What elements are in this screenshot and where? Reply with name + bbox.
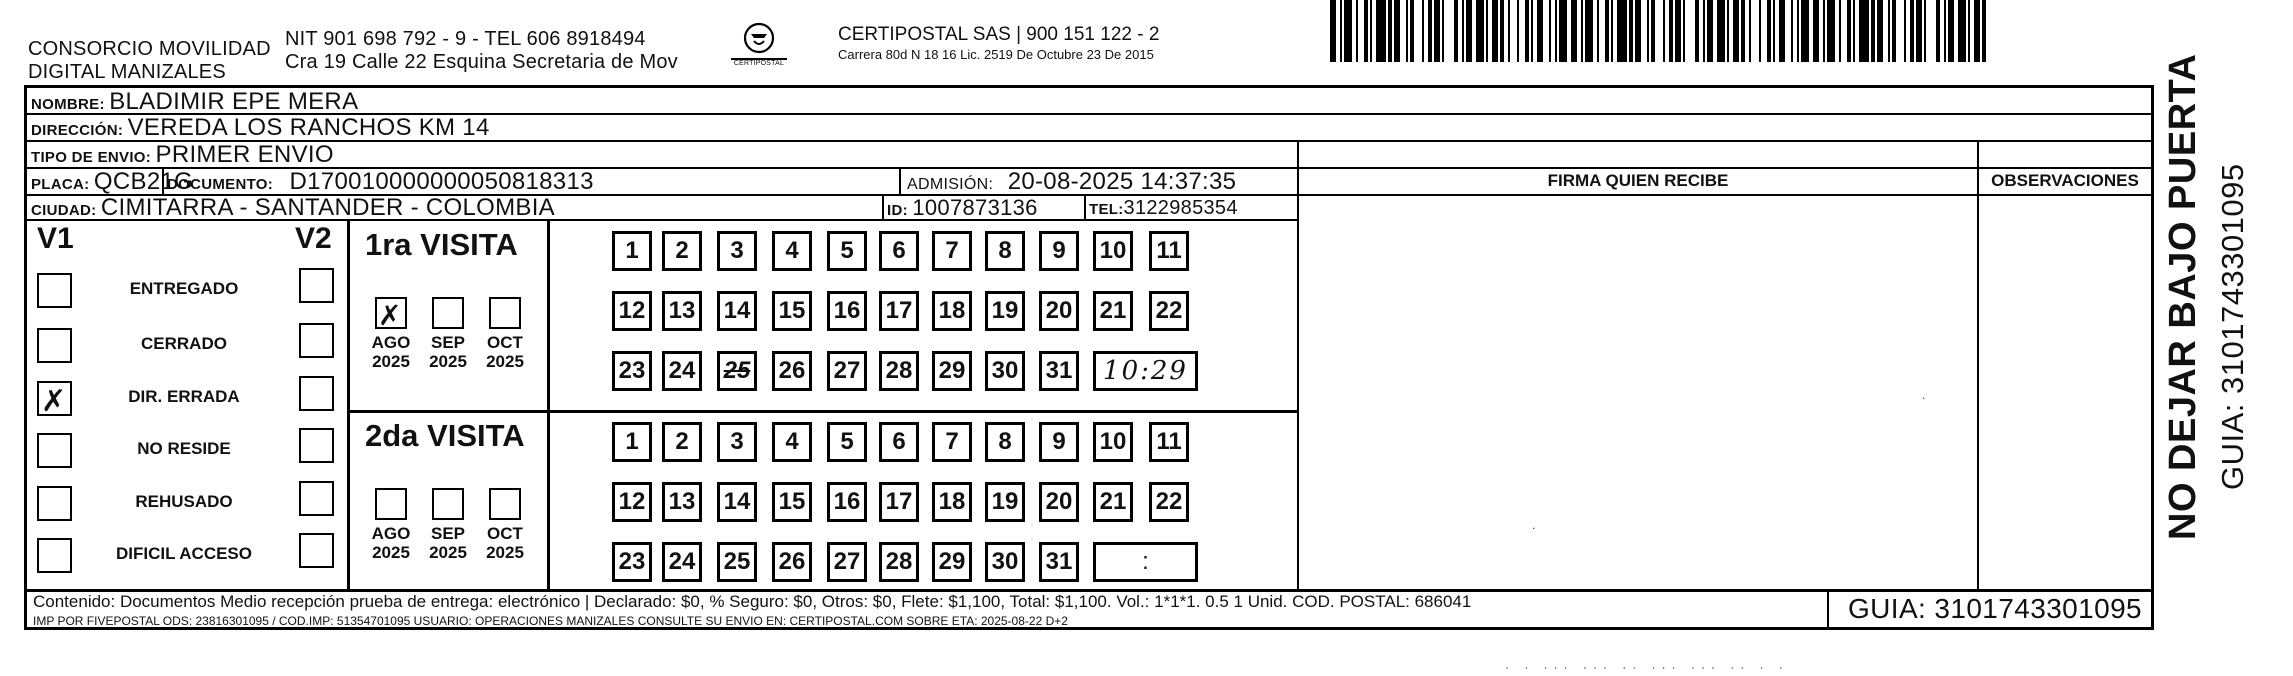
- day-box[interactable]: 7: [932, 231, 972, 271]
- day-box[interactable]: 26: [772, 351, 812, 391]
- month-name: SEP: [430, 333, 466, 352]
- scan-noise: · · ··· ··· ·· ··· ··· ·· · ·: [1505, 660, 1789, 674]
- day-box[interactable]: 14: [717, 482, 757, 522]
- day-box[interactable]: 23: [612, 351, 652, 391]
- month-label: [422, 524, 474, 562]
- day-box[interactable]: 17: [879, 482, 919, 522]
- month-year: 2025: [486, 352, 524, 371]
- status-label: CERRADO: [141, 334, 227, 353]
- v1-checkbox[interactable]: [37, 486, 72, 521]
- month-label: [422, 333, 474, 371]
- admision-label: ADMISIÓN:: [907, 176, 994, 193]
- placa-label: PLACA:: [31, 176, 90, 193]
- signature-mark: .: [1532, 518, 1539, 532]
- v2-checkbox[interactable]: [299, 268, 334, 303]
- id-label: ID:: [887, 202, 908, 219]
- certipostal-logo: [725, 20, 793, 72]
- side-warning-title: NO DEJAR BAJO PUERTA: [2162, 53, 2204, 540]
- month-checkbox[interactable]: [489, 488, 521, 520]
- company-name: [28, 38, 271, 84]
- day-box[interactable]: 5: [827, 422, 867, 462]
- check-mark-icon: ✗: [378, 299, 402, 332]
- ciudad-field: [31, 194, 555, 225]
- month-year: 2025: [429, 543, 467, 562]
- v1-checkbox[interactable]: [37, 538, 72, 573]
- v2-checkbox[interactable]: [299, 481, 334, 516]
- day-box[interactable]: 8: [985, 422, 1025, 462]
- day-box[interactable]: 14: [717, 291, 757, 331]
- ciudad-value: CIMITARRA - SANTANDER - COLOMBIA: [100, 194, 555, 221]
- time-box[interactable]: 10:29: [1093, 351, 1198, 391]
- direccion-value: VEREDA LOS RANCHOS KM 14: [127, 114, 490, 141]
- month-label: [365, 333, 417, 371]
- day-box[interactable]: 25: [717, 542, 757, 582]
- day-box[interactable]: 22: [1149, 291, 1189, 331]
- day-box[interactable]: 18: [932, 482, 972, 522]
- v2-label: V2: [295, 222, 332, 255]
- day-box[interactable]: 22: [1149, 482, 1189, 522]
- day-box[interactable]: 2: [662, 422, 702, 462]
- delivery-form: [24, 85, 2154, 630]
- day-box[interactable]: 4: [772, 422, 812, 462]
- firma-label: FIRMA QUIEN RECIBE: [1547, 171, 1729, 190]
- admision-value: 20-08-2025 14:37:35: [1007, 168, 1237, 195]
- day-box[interactable]: 4: [772, 231, 812, 271]
- day-box[interactable]: 10: [1093, 422, 1133, 462]
- month-checkbox[interactable]: [375, 297, 407, 332]
- signature-mark: .: [1922, 388, 1929, 402]
- day-box[interactable]: 26: [772, 542, 812, 582]
- day-box[interactable]: 10: [1093, 231, 1133, 271]
- guia-number: GUIA: 3101743301095: [1847, 593, 2143, 624]
- day-box[interactable]: 16: [827, 482, 867, 522]
- month-name: SEP: [430, 524, 466, 543]
- certipostal-line1: CERTIPOSTAL SAS | 900 151 122 - 2: [838, 24, 1160, 45]
- barcode: [1330, 0, 1990, 62]
- nombre-value: BLADIMIR EPE MERA: [109, 88, 359, 115]
- visit-title: 1ra VISITA: [365, 227, 518, 262]
- day-box[interactable]: 9: [1039, 422, 1079, 462]
- month-name: OCT: [487, 524, 523, 543]
- day-box[interactable]: 13: [662, 482, 702, 522]
- v2-checkbox[interactable]: [299, 323, 334, 358]
- day-box[interactable]: 11: [1149, 231, 1189, 271]
- month-year: 2025: [372, 352, 410, 371]
- day-box[interactable]: 8: [985, 231, 1025, 271]
- day-box[interactable]: 31: [1039, 351, 1079, 391]
- day-box[interactable]: 30: [985, 542, 1025, 582]
- certipostal-line2: Carrera 80d N 18 16 Lic. 2519 De Octubre 23 De 2015: [838, 47, 1154, 62]
- logo-text: CERTIPOSTAL: [733, 60, 785, 67]
- footer-print-info: IMP POR FIVEPOSTAL ODS: 23816301095 / COD.IMP: 51354701095 USUARIO: OPERACIONES MANIZALES CONSULTE SU ENVIO EN: CERTIPOSTAL.COM SOBRE ETA: 2025-08-22 D+2: [33, 614, 1068, 628]
- day-box[interactable]: 27: [827, 351, 867, 391]
- nit-line: NIT 901 698 792 - 9 - TEL 606 8918494: [285, 28, 646, 50]
- day-box[interactable]: 24: [662, 542, 702, 582]
- tel-value: 3122985354: [1123, 197, 1238, 219]
- month-checkbox[interactable]: [489, 297, 521, 329]
- side-guia-number: GUIA: 3101743301095: [2215, 163, 2250, 490]
- address-line: Cra 19 Calle 22 Esquina Secretaria de Mov: [285, 51, 678, 73]
- day-box[interactable]: 6: [879, 231, 919, 271]
- month-year: 2025: [429, 352, 467, 371]
- day-box[interactable]: 23: [612, 542, 652, 582]
- ciudad-label: CIUDAD:: [31, 202, 97, 219]
- month-name: AGO: [371, 524, 411, 543]
- check-mark-icon: ✗: [41, 384, 67, 419]
- month-label: [365, 524, 417, 562]
- day-box[interactable]: 13: [662, 291, 702, 331]
- direccion-label: DIRECCIÓN:: [31, 122, 124, 139]
- day-box[interactable]: 15: [772, 482, 812, 522]
- day-box[interactable]: 18: [932, 291, 972, 331]
- day-box[interactable]: 2: [662, 231, 702, 271]
- month-checkbox[interactable]: [432, 488, 464, 520]
- id-field: [887, 194, 1038, 225]
- day-box[interactable]: 15: [772, 291, 812, 331]
- day-box[interactable]: 30: [985, 351, 1025, 391]
- day-box[interactable]: 3: [717, 422, 757, 462]
- day-box[interactable]: 1: [612, 422, 652, 462]
- day-box[interactable]: 20: [1039, 482, 1079, 522]
- day-box[interactable]: 25: [717, 351, 757, 391]
- v1-checkbox[interactable]: [37, 433, 72, 468]
- status-label: REHUSADO: [135, 492, 233, 511]
- day-box[interactable]: 19: [985, 482, 1025, 522]
- day-box[interactable]: 21: [1093, 291, 1133, 331]
- tipo-envio-value: PRIMER ENVIO: [155, 141, 334, 168]
- company-name-line1: CONSORCIO MOVILIDAD: [28, 38, 271, 60]
- status-label: ENTREGADO: [129, 279, 239, 298]
- day-box[interactable]: 29: [932, 351, 972, 391]
- v1-checkbox[interactable]: [37, 328, 72, 363]
- time-box[interactable]: :: [1093, 542, 1198, 582]
- tel-label: TEL:: [1089, 201, 1124, 218]
- day-box[interactable]: 31: [1039, 542, 1079, 582]
- company-name-line2: DIGITAL MANIZALES: [28, 61, 226, 83]
- day-box[interactable]: 16: [827, 291, 867, 331]
- tipo-envio-label: TIPO DE ENVIO:: [31, 149, 152, 166]
- v2-checkbox[interactable]: [299, 533, 334, 568]
- certipostal-info: [838, 24, 1159, 63]
- documento-value: D170010000000050818313: [289, 168, 594, 195]
- v1-checkbox[interactable]: [37, 381, 72, 419]
- day-box[interactable]: 12: [612, 482, 652, 522]
- day-box[interactable]: 28: [879, 542, 919, 582]
- v2-checkbox[interactable]: [299, 376, 334, 411]
- nombre-label: NOMBRE:: [31, 96, 105, 113]
- day-box[interactable]: 12: [612, 291, 652, 331]
- month-name: OCT: [487, 333, 523, 352]
- day-box[interactable]: 24: [662, 351, 702, 391]
- documento-label: DOCUMENTO:: [167, 176, 274, 193]
- day-box[interactable]: 5: [827, 231, 867, 271]
- day-box[interactable]: 3: [717, 231, 757, 271]
- month-year: 2025: [486, 543, 524, 562]
- id-value: 1007873136: [912, 195, 1038, 220]
- day-box[interactable]: 1: [612, 231, 652, 271]
- day-box[interactable]: 17: [879, 291, 919, 331]
- month-year: 2025: [372, 543, 410, 562]
- company-contact: [285, 28, 678, 74]
- month-label: [479, 524, 531, 562]
- tel-field: [1089, 194, 1238, 224]
- month-checkbox[interactable]: [432, 297, 464, 329]
- v1-label: V1: [37, 222, 74, 255]
- status-label: NO RESIDE: [137, 439, 231, 458]
- day-box[interactable]: 27: [827, 542, 867, 582]
- month-checkbox[interactable]: [375, 488, 407, 520]
- day-box[interactable]: 29: [932, 542, 972, 582]
- day-box[interactable]: 7: [932, 422, 972, 462]
- day-box[interactable]: 9: [1039, 231, 1079, 271]
- month-name: AGO: [371, 333, 411, 352]
- footer-content: Contenido: Documentos Medio recepción prueba de entrega: electrónico | Declarado: $0, % Seguro: $0, Otros: $0, Flete: $1,100, Total: $1,100. Vol.: 1*1*1. 0.5 1 Unid. COD. POSTAL: 686041: [33, 592, 1472, 611]
- v1-checkbox[interactable]: [37, 273, 72, 308]
- day-box[interactable]: 11: [1149, 422, 1189, 462]
- day-box[interactable]: 19: [985, 291, 1025, 331]
- day-box[interactable]: 21: [1093, 482, 1133, 522]
- v2-checkbox[interactable]: [299, 428, 334, 463]
- visit-title: 2da VISITA: [365, 418, 525, 453]
- month-label: [479, 333, 531, 371]
- status-label: DIR. ERRADA: [128, 387, 240, 406]
- day-box[interactable]: 6: [879, 422, 919, 462]
- day-box[interactable]: 20: [1039, 291, 1079, 331]
- observaciones-label: OBSERVACIONES: [1991, 171, 2139, 190]
- day-box[interactable]: 28: [879, 351, 919, 391]
- status-label: DIFICIL ACCESO: [115, 544, 252, 563]
- placa-value: QCB21G: [93, 168, 194, 195]
